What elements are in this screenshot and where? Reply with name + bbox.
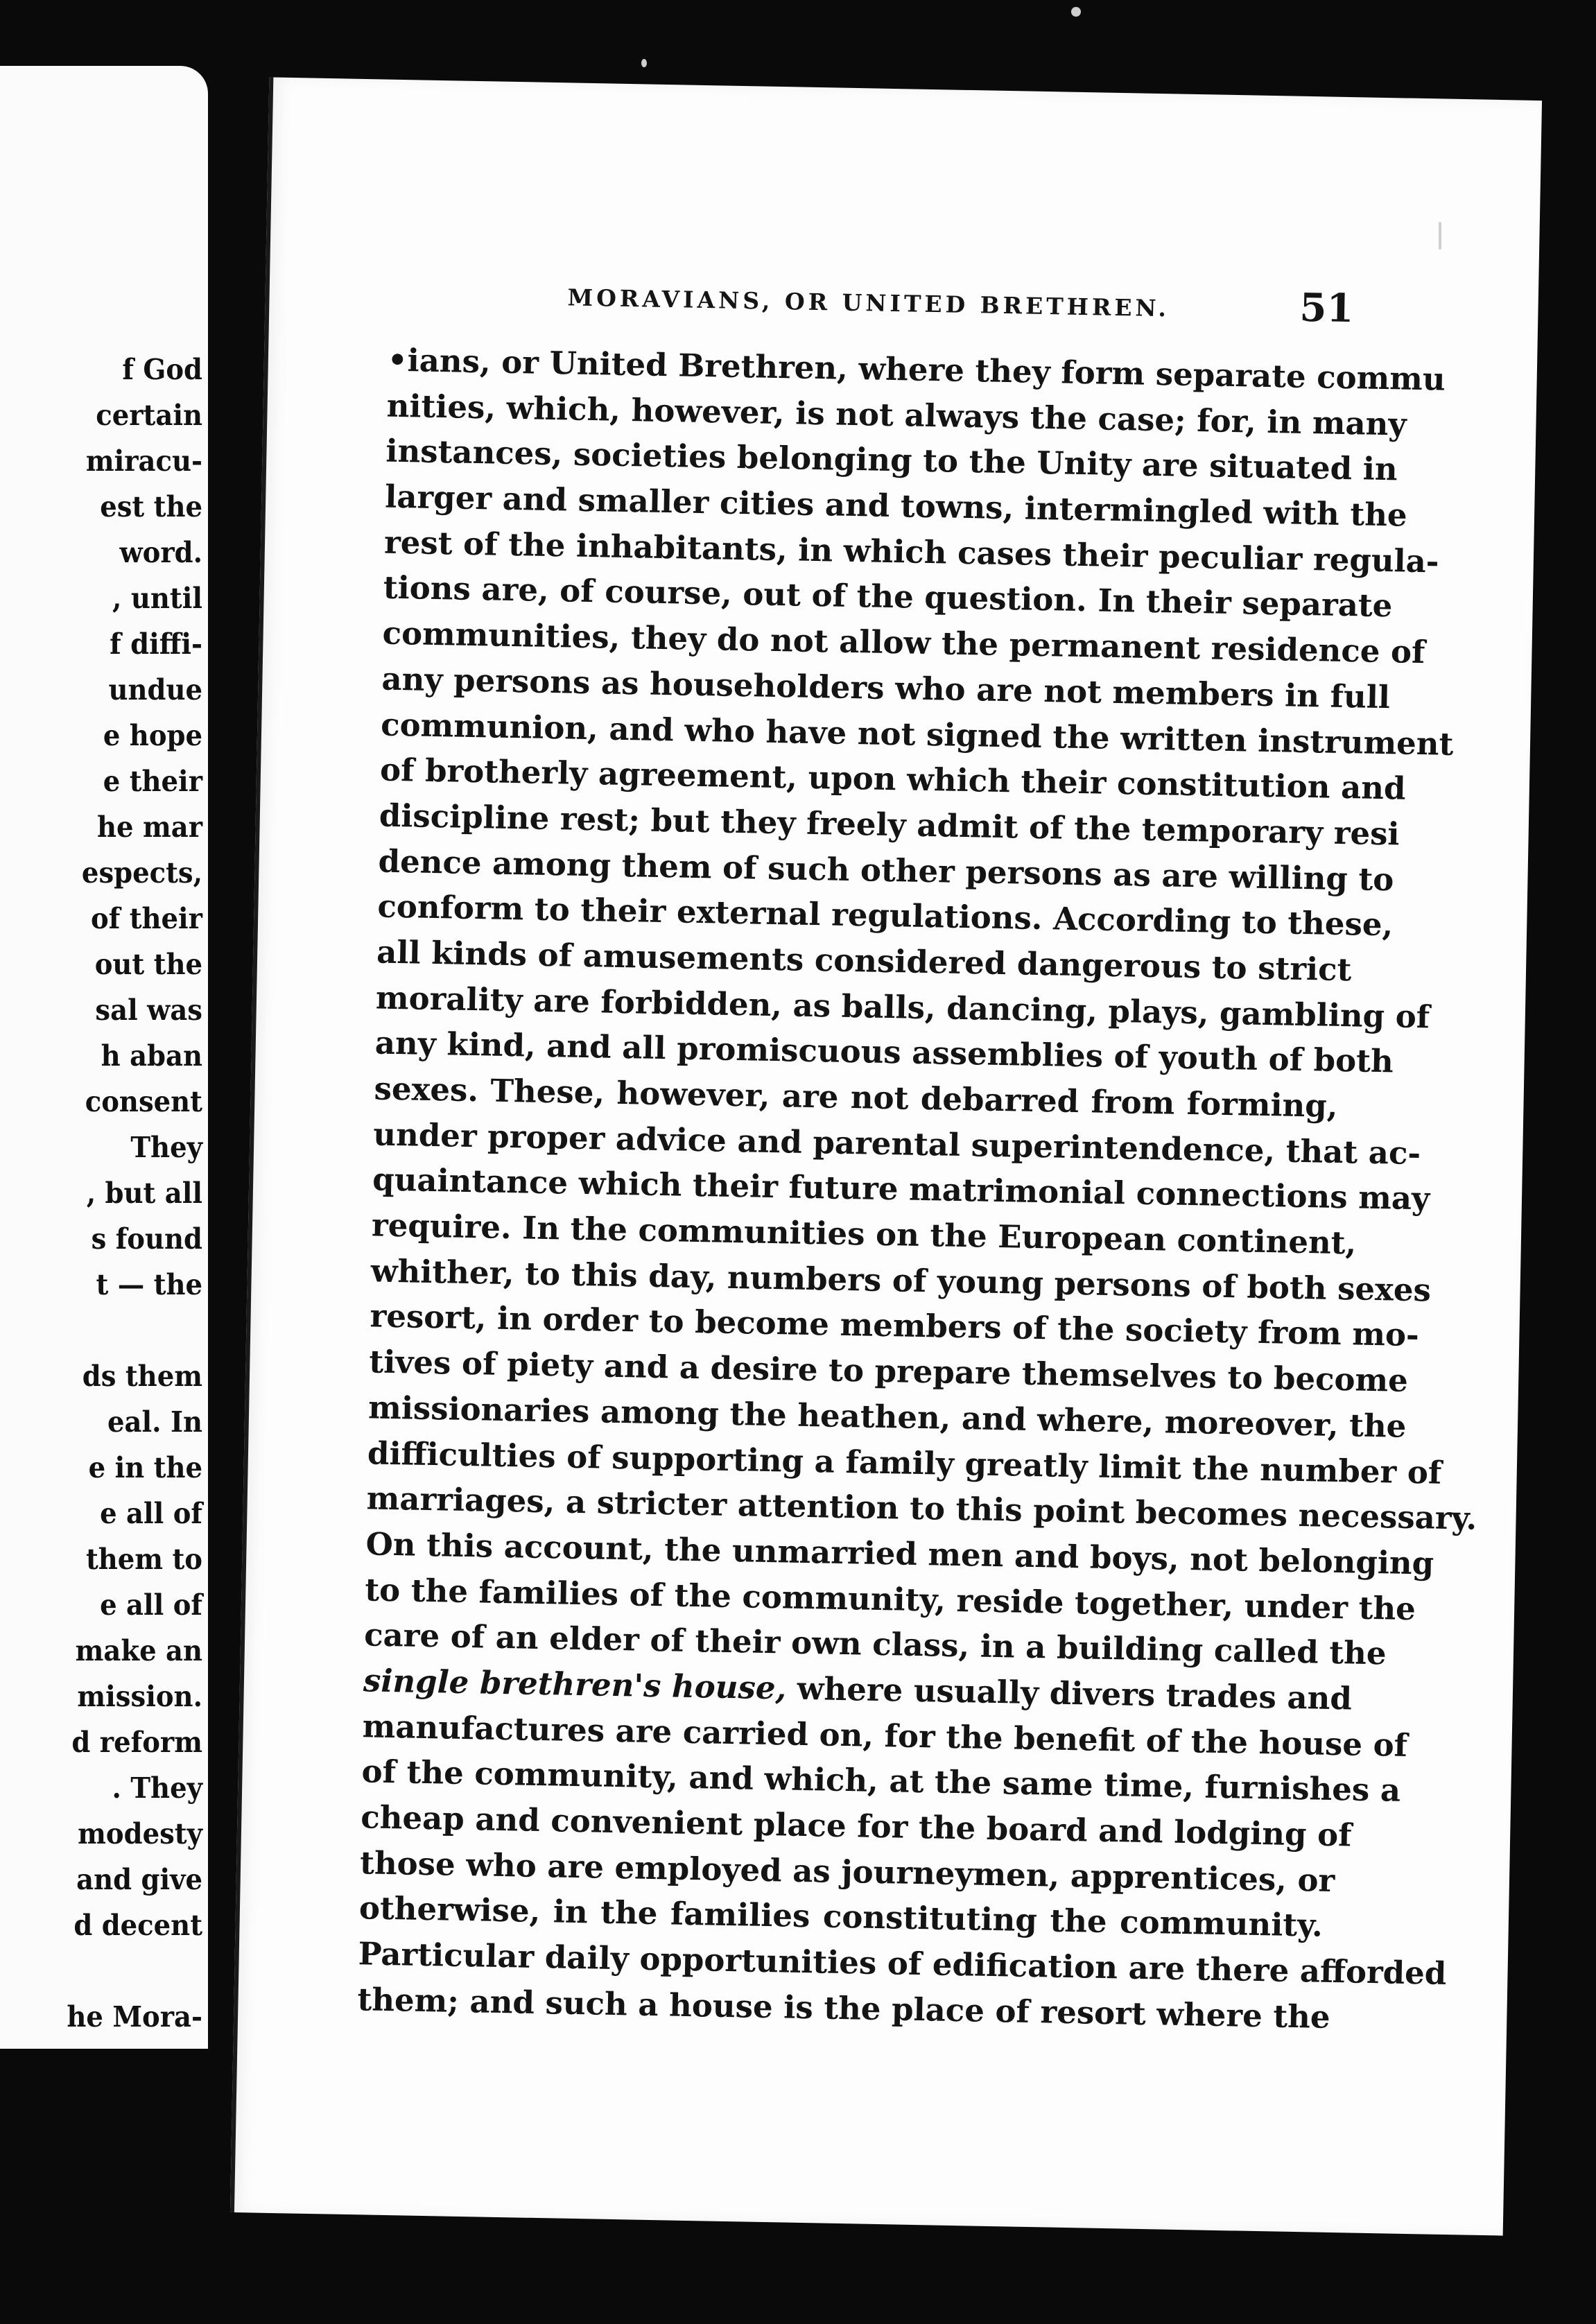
text-line: rest of the inhabitants, in which cases their peculiar regula- xyxy=(383,523,1440,580)
text-line: s found xyxy=(91,1222,202,1256)
text-line: discipline rest; but they freely admit of the temporary resi xyxy=(379,797,1400,853)
text-line: any kind, and all promiscuous assemblies of youth of both xyxy=(374,1024,1394,1080)
text-line: sexes. These, however, are not debarred from forming, xyxy=(374,1070,1338,1125)
text-line: miracu- xyxy=(85,444,203,478)
text-line: eal. In xyxy=(107,1405,202,1439)
text-line: e all of xyxy=(100,1497,202,1530)
text-line: •ians, or United Brethren, where they form separate commu xyxy=(387,341,1446,398)
text-line: e all of xyxy=(100,1588,202,1622)
text-line: t — the xyxy=(96,1268,202,1301)
text-line: under proper advice and parental superintendence, that ac- xyxy=(372,1116,1421,1172)
page-number: 51 xyxy=(1299,284,1355,332)
text-line: of brotherly agreement, upon which their constitution and xyxy=(379,751,1406,807)
text-line: quaintance which their future matrimonial connections may xyxy=(372,1161,1430,1217)
text-line: any persons as householders who are not members in full xyxy=(381,660,1391,716)
text-line: of their xyxy=(90,902,202,935)
book-page xyxy=(230,77,1542,2235)
text-line: of the community, and which, at the same time, furnishes a xyxy=(361,1753,1401,1810)
previous-page-text xyxy=(0,347,202,2040)
text-line: dence among them of such other persons as are willing to xyxy=(378,842,1394,898)
text-line: f diffi- xyxy=(110,627,202,661)
text-line: otherwise, in the families constituting the community. xyxy=(358,1889,1324,1945)
text-line: e hope xyxy=(103,719,202,752)
page-body-text xyxy=(357,338,1477,2040)
text-line: modesty xyxy=(78,1817,202,1850)
text-line: tions are, of course, out of the question. In their separate xyxy=(383,569,1393,625)
text-line: , but all xyxy=(86,1177,202,1210)
text-line: mission. xyxy=(77,1680,202,1713)
scan-speck xyxy=(1071,7,1081,17)
text-line: d reform xyxy=(71,1726,202,1759)
scan-speck xyxy=(1439,222,1441,250)
text-line: marriages, a stricter attention to this point becomes necessary. xyxy=(366,1480,1477,1537)
text-line: They xyxy=(130,1131,202,1164)
text-line: , until xyxy=(112,582,202,615)
previous-page-fragment xyxy=(0,66,208,2049)
text-line: manufactures are carried on, for the benefit of the house of xyxy=(362,1707,1408,1764)
text-line: cheap and convenient place for the board and lodging of xyxy=(360,1798,1353,1854)
text-line: d decent xyxy=(73,1909,202,1942)
text-line: them; and such a house is the place of resort where the xyxy=(357,1980,1331,2036)
text-line: morality are forbidden, as balls, dancing, plays, gambling of xyxy=(375,979,1430,1035)
text-line: On this account, the unmarried men and boys, not belonging xyxy=(365,1525,1434,1582)
text-line: sal was xyxy=(95,994,202,1027)
text-run: where usually divers trades and xyxy=(786,1670,1353,1717)
text-line xyxy=(12,1948,202,1994)
text-line: out the xyxy=(94,948,202,981)
text-line: e in the xyxy=(88,1451,203,1484)
text-line xyxy=(12,1308,202,1353)
text-line: communities, they do not allow the permanent residence of xyxy=(382,614,1425,671)
text-line: to the families of the community, reside together, under the xyxy=(364,1570,1416,1627)
text-line: conform to their external regulations. According to these, xyxy=(377,887,1394,944)
running-head: MORAVIANS, OR UNITED BRETHREN. xyxy=(567,284,1170,322)
text-line: require. In the communities on the European continent, xyxy=(371,1206,1357,1262)
text-line: ds them xyxy=(82,1360,202,1393)
text-line: certain xyxy=(96,399,202,432)
text-line: all kinds of amusements considered dangerous to strict xyxy=(376,933,1352,989)
italic-phrase: single brethren's house, xyxy=(363,1662,787,1707)
text-line: est the xyxy=(100,490,202,523)
text-line: e their xyxy=(103,765,202,798)
text-line: make an xyxy=(75,1634,202,1667)
text-line: care of an elder of their own class, in a building called the xyxy=(363,1616,1387,1672)
text-line: he Mora- xyxy=(67,2000,202,2034)
text-line: whither, to this day, numbers of young persons of both sexes xyxy=(370,1252,1432,1309)
text-line: instances, societies belonging to the Unity are situated in xyxy=(385,432,1398,488)
text-line: espects, xyxy=(81,856,202,890)
text-line: Particular daily opportunities of edification are there afforded xyxy=(358,1935,1447,1993)
text-line: undue xyxy=(108,673,202,706)
text-line: consent xyxy=(85,1085,203,1118)
scan-speck xyxy=(641,59,647,67)
text-line: f God xyxy=(122,353,202,386)
text-line: and give xyxy=(76,1863,202,1896)
text-line: them to xyxy=(85,1543,202,1576)
text-line: tives of piety and a desire to prepare themselves to become xyxy=(368,1343,1409,1399)
text-line: missionaries among the heathen, and where, moreover, the xyxy=(367,1389,1407,1445)
text-line: larger and smaller cities and towns, intermingled with the xyxy=(384,478,1408,534)
text-line: difficulties of supporting a family greatly limit the number of xyxy=(367,1434,1442,1491)
text-line: word. xyxy=(119,536,202,569)
text-line: those who are employed as journeymen, apprentices, or xyxy=(359,1844,1335,1899)
text-line: nities, which, however, is not always the case; for, in many xyxy=(386,387,1407,443)
text-line: he mar xyxy=(96,810,202,844)
text-line: communion, and who have not signed the written instrument xyxy=(380,706,1454,763)
text-line: . They xyxy=(112,1771,202,1805)
text-line: resort, in order to become members of the society from mo- xyxy=(370,1297,1420,1354)
text-line: h aban xyxy=(101,1039,202,1073)
